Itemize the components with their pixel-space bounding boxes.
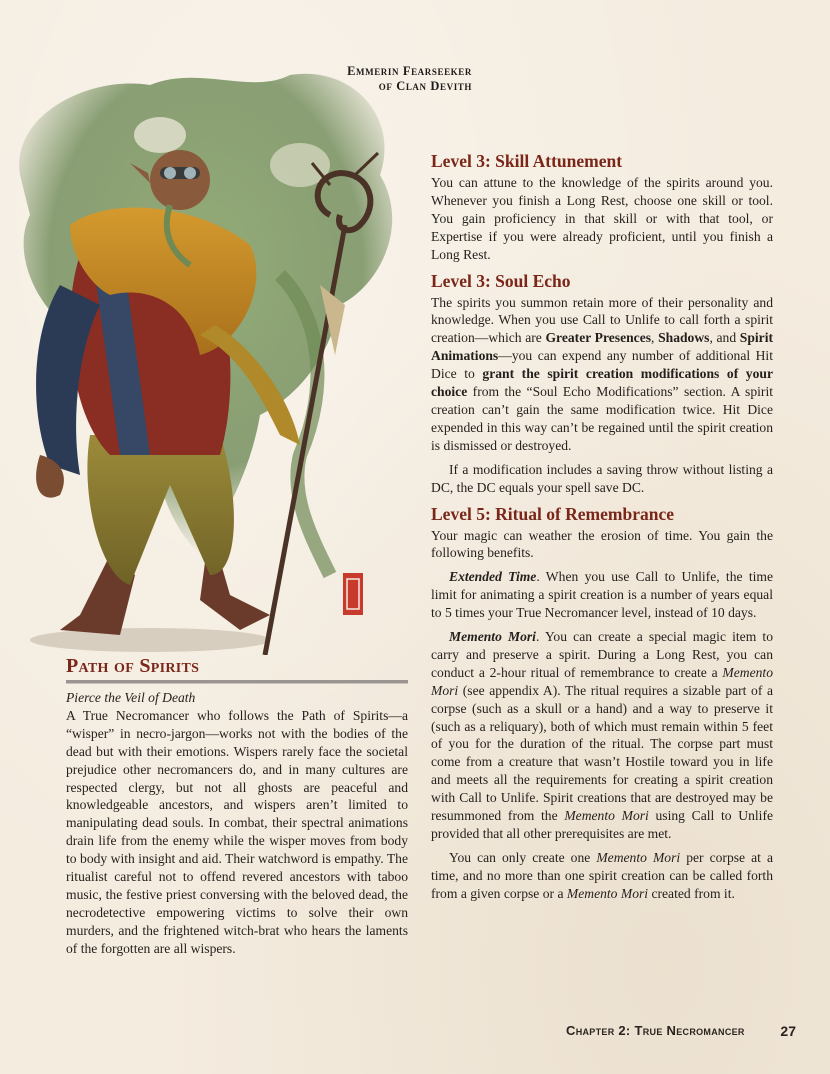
page-number: 27 — [780, 1023, 796, 1039]
caption-name: Emmerin Fearseeker — [347, 64, 472, 78]
ritual-intro: Your magic can weather the erosion of time. You gain the following benefits. — [431, 527, 773, 561]
page-footer — [560, 1023, 800, 1041]
left-column — [66, 653, 408, 958]
memento-mori-text: Memento Mori. You can create a special magic item to carry and preserve a spirit. During a Long Rest, you can conduct a 2-hour ritual of remembrance to create a Memento Mori (see appendix A). The ritual requires a sizable part of a corpse (such as a skull or a hand) and a way to preserve it (such as a reliquary), both of which must remain within 5 feet of you for the duration of the ritual. The corpse part must come from a creature that wasn’t Hostile toward you in life and meets all the requirements for creating a spirit creation with Call to Unlife. Spirit creations that are destroyed may be resummoned from the Memento Mori using Call to Unlife provided that all other prerequisites are met. — [431, 629, 773, 841]
extended-time-text: Extended Time. When you use Call to Unlife, the time limit for animating a spirit creation is a number of years equal to 5 times your True Necromancer level, instead of 10 days. — [431, 569, 773, 621]
title-rule — [66, 680, 408, 684]
section-subtitle: Pierce the Veil of Death — [66, 690, 196, 705]
illustration-caption — [300, 64, 472, 94]
soul-echo-heading: Level 3: Soul Echo — [431, 270, 571, 291]
chapter-title: Chapter 2: True Necromancer — [566, 1023, 745, 1038]
memento-mori-limit-text: You can only create one Memento Mori per corpse at a time, and no more than one spirit creation can be called forth from a given corpse or a Memento Mori created from it. — [431, 849, 773, 901]
intro-paragraph: A True Necromancer who follows the Path of Spirits—a “wisper” in necro-jargon—works not with the bodies of the dead but with their emotions. Wispers rarely face the societal prejudice other necromancers do, and in many cultures are respected clergy, but not all ghosts are peaceful and knowledgeable ancestors, and wispers aren’t limited to manipulating dead souls. In combat, their spectral animations drain life from the enemy while the wisper moves from body to body with insight and aid. Their watchword is empathy. The ritualist careful not to offend revered ancestors with taboo music, the festive priest conversing with the beloved dead, the necrodetective empowering victims to solve their own murders, and the frightened witch-brat who hears the laments of the forgotten are all wispers. — [66, 707, 408, 956]
skill-attunement-heading: Level 3: Skill Attunement — [431, 151, 623, 171]
caption-clan: of Clan Devith — [378, 79, 472, 93]
right-column — [431, 150, 773, 903]
artist-seal — [343, 573, 363, 615]
ritual-heading: Level 5: Ritual of Remembrance — [431, 503, 674, 524]
soul-echo-dc-note: If a modification includes a saving throw without listing a DC, the DC equals your spell save DC. — [431, 461, 773, 495]
character-illustration — [0, 55, 415, 655]
section-title: Path of Spirits — [66, 655, 200, 677]
skill-attunement-text: You can attune to the knowledge of the spirits around you. Whenever you finish a Long Rest, choose one skill or tool. You gain proficiency in that skill or with that tool, or Expertise if you were already proficient, until you finish a Long Rest. — [431, 175, 773, 262]
soul-echo-text: The spirits you summon retain more of their personality and knowledge. When you use Call to Unlife to call forth a spirit creation—which are Greater Presences, Shadows, and Spirit Animations—you can expend any number of additional Hit Dice to grant the spirit creation modifications of your choice from the “Soul Echo Modifications” section. A spirit creation can’t gain the same modification twice. Hit Dice expended in this way can’t be regained until the spirit creation is dismissed or destroyed. — [431, 294, 774, 453]
